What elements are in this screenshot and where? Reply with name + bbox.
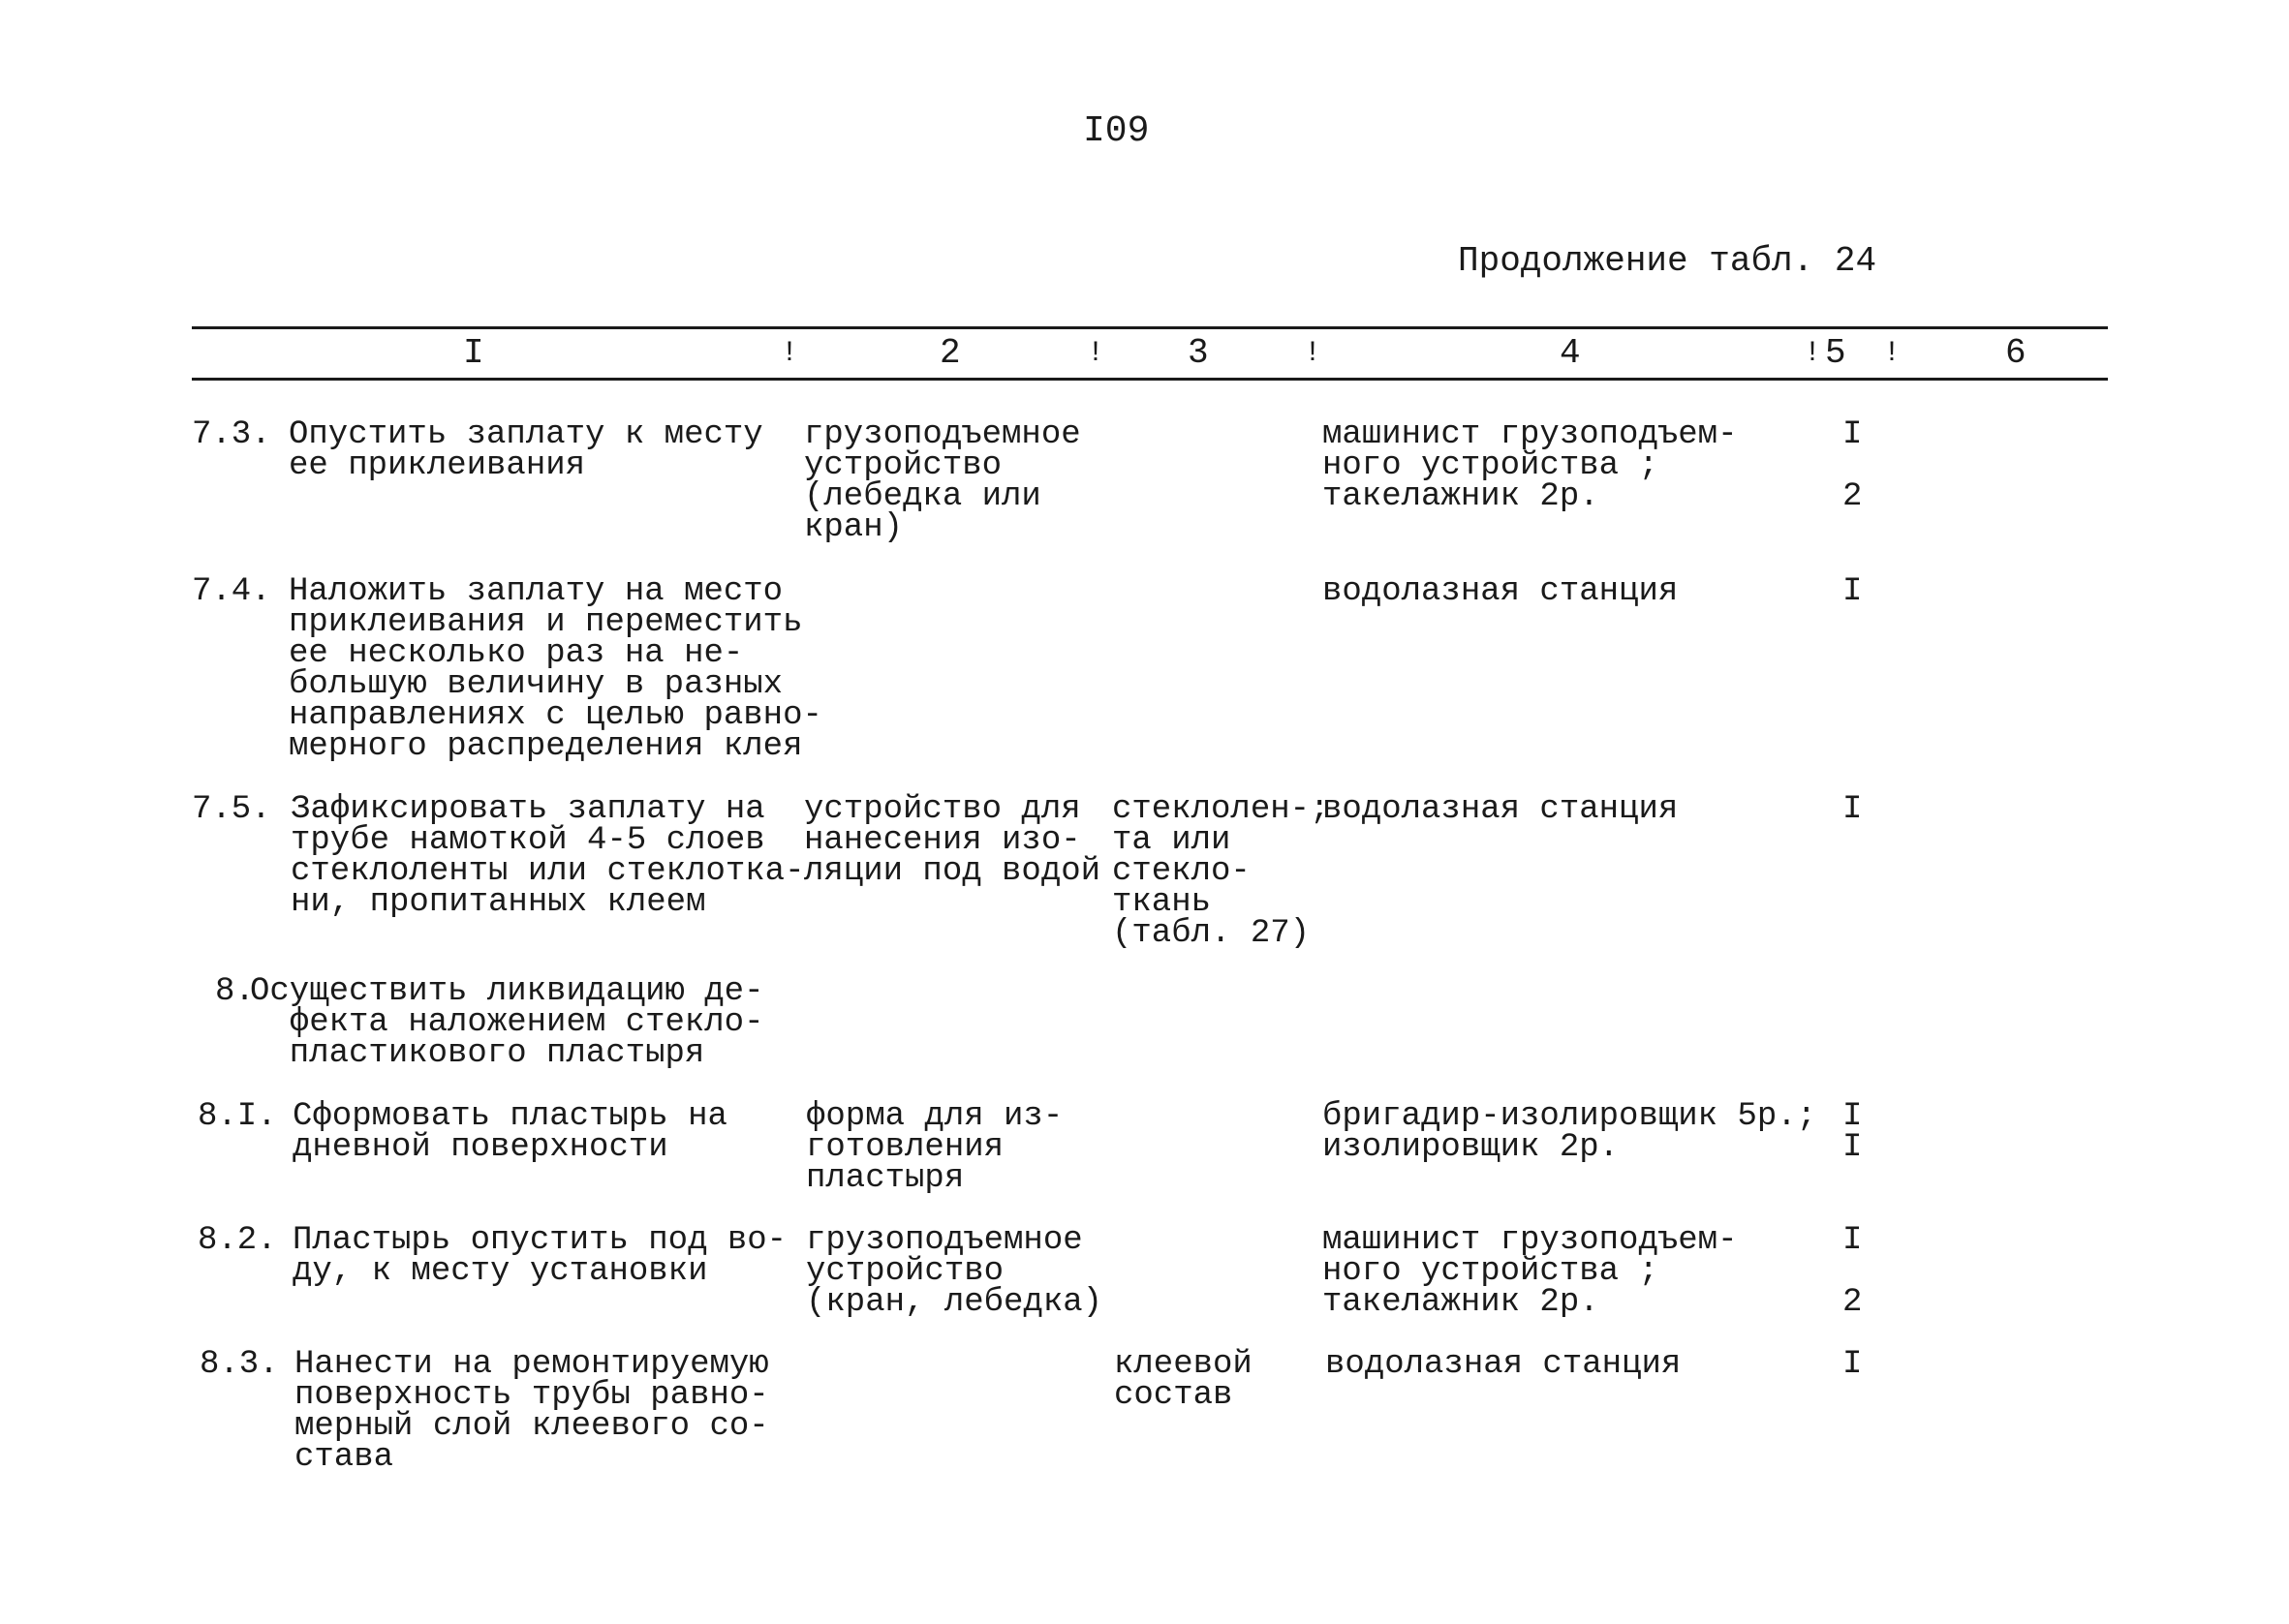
row-number: 8.2.	[198, 1222, 277, 1259]
header-col-6: 6	[2005, 333, 2026, 373]
row-number: 7.4.	[192, 573, 271, 610]
performers-cell: бригадир-изолировщик 5р.; изолировщик 2р.	[1322, 1098, 1817, 1166]
header-col-1: I	[463, 333, 484, 373]
table-caption: Продолжение табл. 24	[1458, 241, 1877, 281]
materials-cell: клеевой состав	[1114, 1346, 1253, 1414]
quantity-cell: I	[1842, 791, 1863, 828]
table-header-row	[0, 333, 2289, 377]
header-col-3: 3	[1188, 333, 1209, 373]
quantity-cell: I	[1842, 1346, 1863, 1383]
performers-cell: машинист грузоподъем- ного устройства ; такелажник 2р.	[1322, 416, 1738, 515]
header-col-4: 4	[1560, 333, 1581, 373]
quantity-cell: I 2	[1842, 416, 1863, 515]
operation-cell: Пластырь опустить под во- ду, к месту установки	[293, 1222, 788, 1290]
header-col-2: 2	[940, 333, 961, 373]
quantity-cell: I 2	[1842, 1222, 1863, 1321]
header-col-5: 5	[1825, 333, 1846, 373]
header-separator: !	[1883, 337, 1902, 370]
row-number: 8.I.	[198, 1098, 277, 1135]
equipment-cell: устройство для нанесения изо- ляции под водой	[804, 791, 1101, 890]
operation-cell: Наложить заплату на место приклеивания и переместить ее несколько раз на не- большую величину в разных направлениях с целью равно- мерного распределения клея	[289, 573, 822, 765]
page-number: I09	[1083, 110, 1150, 152]
header-separator: !	[1804, 337, 1822, 370]
operation-cell: Сформовать пластырь на дневной поверхности	[293, 1098, 727, 1166]
operation-cell: Опустить заплату к месту ее приклеивания	[289, 416, 763, 484]
operation-cell: Нанести на ремонтируемую поверхность трубы равно- мерный слой клеевого со- става	[294, 1346, 769, 1476]
equipment-cell: форма для из- готовления пластыря	[806, 1098, 1064, 1197]
performers-cell: машинист грузоподъем- ного устройства ; такелажник 2р.	[1322, 1222, 1738, 1321]
quantity-cell: I I	[1842, 1098, 1863, 1166]
performers-cell: водолазная станция	[1322, 791, 1679, 828]
row-number: 8.3.	[200, 1346, 279, 1383]
equipment-cell: грузоподъемное устройство (кран, лебедка)	[806, 1222, 1103, 1321]
table-header-bottom-rule	[192, 378, 2108, 381]
operation-cell: Зафиксировать заплату на трубе намоткой 4-5 слоев стеклоленты или стеклотка- ни, пропитанных клеем	[291, 791, 805, 921]
materials-cell: стеклолен-; та или стекло- ткань (табл. 27)	[1112, 791, 1330, 952]
table-top-rule	[192, 326, 2108, 329]
equipment-cell: грузоподъемное устройство (лебедка или кран)	[804, 416, 1081, 546]
header-separator: !	[1087, 337, 1105, 370]
row-number: 7.5.	[192, 791, 271, 828]
quantity-cell: I	[1842, 573, 1863, 610]
operation-cell: Осуществить ликвидацию де- фекта наложением стекло- пластикового пластыря	[250, 973, 764, 1072]
header-separator: !	[1304, 337, 1322, 370]
header-separator: !	[781, 337, 799, 370]
row-number: 8.	[215, 973, 255, 1010]
performers-cell: водолазная станция	[1322, 573, 1679, 610]
performers-cell: водолазная станция	[1325, 1346, 1682, 1383]
row-number: 7.3.	[192, 416, 271, 453]
